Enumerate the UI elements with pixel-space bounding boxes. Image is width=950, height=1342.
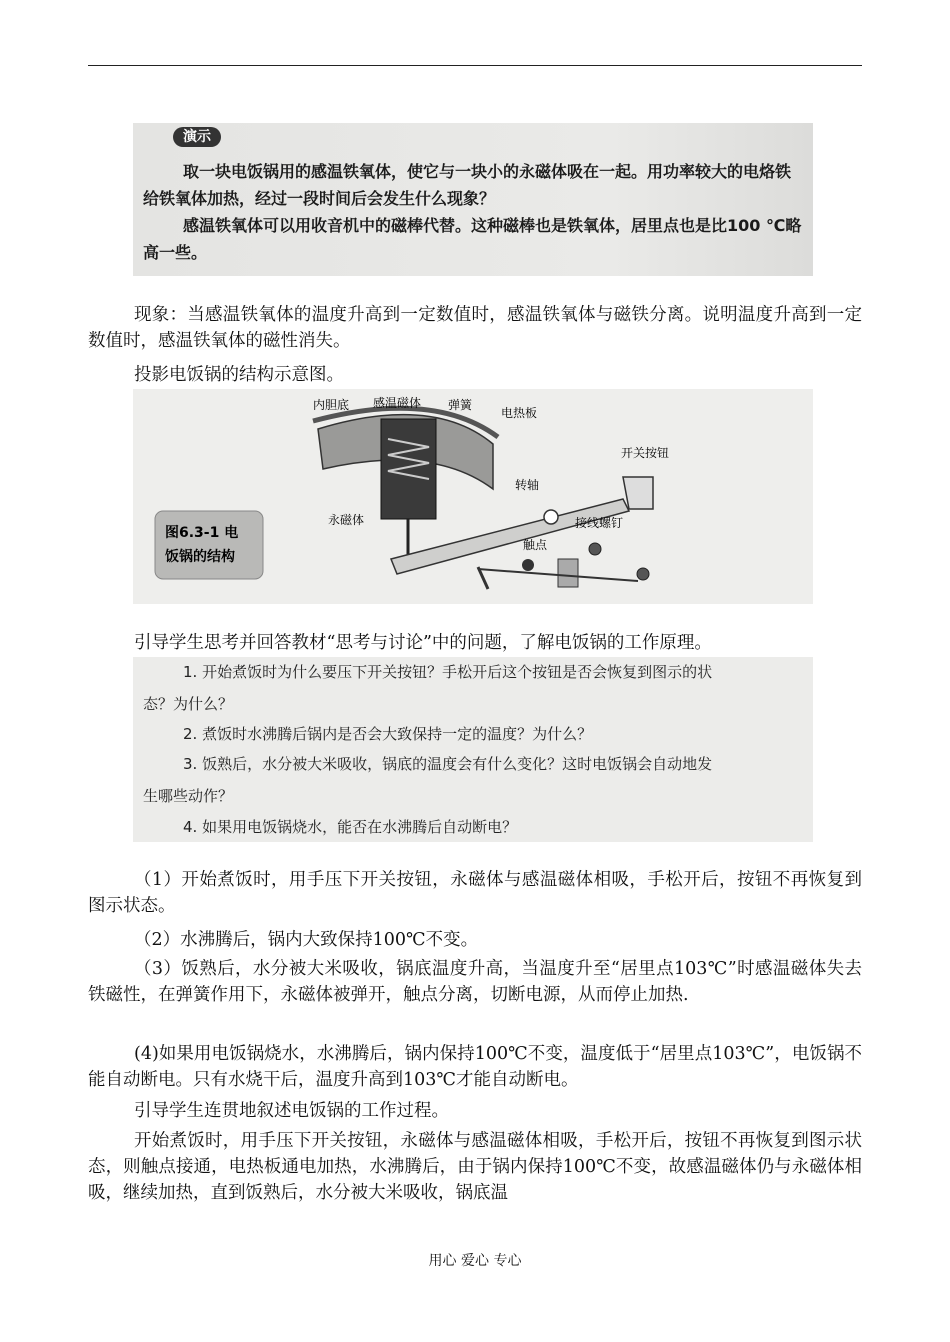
- screw-shape-2: [637, 568, 649, 580]
- answer-1: （1）开始煮饭时，用手压下开关按钮，永磁体与感温磁体相吸，手松开后，按钮不再恢复到图示状态。: [88, 870, 862, 916]
- paragraph-guide-1: 引导学生思考并回答教材“思考与讨论”中的问题，了解电饭锅的工作原理。: [134, 633, 712, 653]
- question-2: 2. 煮饭时水沸腾后锅内是否会大致保持一定的温度？为什么？: [183, 725, 593, 743]
- contact-shape: [522, 559, 534, 571]
- answer-2: （2）水沸腾后，锅内大致保持100℃不变。: [134, 930, 479, 950]
- shaft-shape: [544, 510, 558, 524]
- switch-button-shape: [623, 477, 653, 509]
- label-shaft: 转轴: [515, 478, 540, 492]
- question-3a: 3. 饭熟后，水分被大米吸收，锅底的温度会有什么变化？这时电饭锅会自动地发: [183, 755, 713, 773]
- answer-3: （3）饭熟后，水分被大米吸收，锅底温度升高，当温度升至“居里点103℃”时感温磁体失去铁磁性，在弹簧作用下，永磁体被弹开，触点分离，切断电源，从而停止加热.: [88, 959, 862, 1005]
- label-permanent-magnet: 永磁体: [328, 513, 365, 527]
- label-inner-bottom: 内胆底: [313, 398, 350, 412]
- screw-shape-1: [589, 543, 601, 555]
- sensor-magnet-shape: [381, 419, 436, 519]
- figure-caption-line-1: 图6.3-1 电: [165, 525, 239, 541]
- contact-body-shape: [558, 559, 578, 587]
- label-switch-button: 开关按钮: [621, 446, 670, 460]
- header-rule: [88, 65, 862, 66]
- question-4: 4. 如果用电饭锅烧水，能否在水沸腾后自动断电？: [183, 818, 518, 836]
- label-spring: 弹簧: [448, 398, 473, 412]
- rice-cooker-figure: [133, 389, 813, 604]
- questions-box: [133, 657, 813, 842]
- paragraph-process: 开始煮饭时，用手压下开关按钮，永磁体与感温磁体相吸，手松开后，按钮不再恢复到图示状态，则触点接通，电热板通电加热，水沸腾后，由于锅内保持100℃不变，故感温磁体仍与永磁体相吸，继续加热，直到饭熟后，水分被大米吸收，锅底温: [88, 1131, 862, 1203]
- question-1a: 1. 开始煮饭时为什么要压下开关按钮？手松开后这个按钮是否会恢复到图示的状: [183, 663, 713, 681]
- answer-4: (4)如果用电饭锅烧水，水沸腾后，锅内保持100℃不变，温度低于“居里点103℃”，电饭锅不能自动断电。只有水烧干后，温度升高到103℃才能自动断电。: [88, 1044, 862, 1090]
- demo-text-2: 感温铁氧体可以用收音机中的磁棒代替。这种磁棒也是铁氧体，居里点也是比100 ℃略高一些。: [143, 216, 802, 262]
- caption-box-shape: [155, 511, 263, 579]
- question-3b: 生哪些动作？: [143, 787, 234, 805]
- demo-tag: 演示: [173, 127, 221, 147]
- demo-text-1: 取一块电饭锅用的感温铁氧体，使它与一块小的永磁体吸在一起。用功率较大的电烙铁给铁氧体加热，经过一段时间后会发生什么现象？: [143, 162, 792, 208]
- label-heater-plate: 电热板: [501, 406, 538, 420]
- label-sensor-magnet: 感温磁体: [373, 396, 422, 410]
- paragraph-guide-2: 引导学生连贯地叙述电饭锅的工作过程。: [134, 1101, 449, 1121]
- paragraph-phenomenon: 现象：当感温铁氧体的温度升高到一定数值时，感温铁氧体与磁铁分离。说明温度升高到一定数值时，感温铁氧体的磁性消失。: [88, 305, 862, 351]
- demo-box: [133, 123, 813, 276]
- question-1b: 态？为什么？: [143, 695, 234, 713]
- page-footer: 用心 爱心 专心: [428, 1253, 522, 1269]
- paragraph-projection: 投影电饭锅的结构示意图。: [134, 365, 344, 385]
- figure-caption-line-2: 饭锅的结构: [165, 549, 235, 565]
- rice-cooker-diagram: [133, 389, 813, 604]
- label-contact: 触点: [523, 538, 548, 552]
- label-terminal-screw: 接线螺钉: [575, 516, 624, 530]
